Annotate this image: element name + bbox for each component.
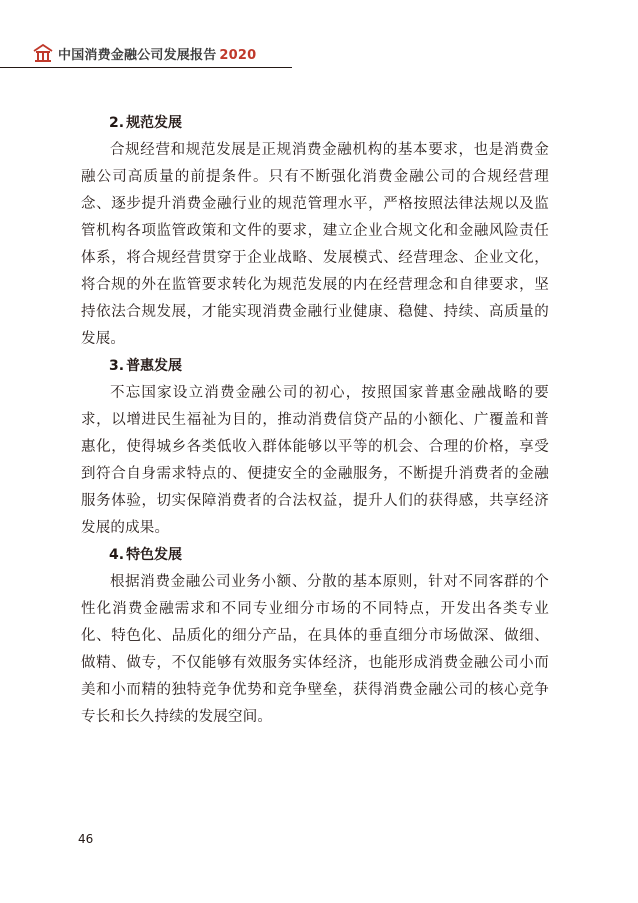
section-number: 3. xyxy=(109,358,125,374)
section-title: 特色发展 xyxy=(126,547,183,563)
report-year: 2020 xyxy=(219,47,257,63)
section-heading-specialized-development xyxy=(81,542,549,569)
section-number: 4. xyxy=(109,547,125,563)
section-number: 2. xyxy=(109,115,125,131)
section-title: 普惠发展 xyxy=(126,358,183,374)
paragraph-inclusive-development: 不忘国家设立消费金融公司的初心，按照国家普惠金融战略的要求，以增进民生福祉为目的，推动消费信贷产品的小额化、广覆盖和普惠化，使得城乡各类低收入群体能够以平等的机会、合理的价格，享受到符合自身需求特点的、便捷安全的金融服务，不断提升消费者的金融服务体验，切实保障消费者的合法权益，提升人们的获得感，共享经济发展的成果。 xyxy=(81,385,549,536)
seal-logo-icon xyxy=(32,42,54,64)
report-title xyxy=(58,44,256,63)
section-heading-inclusive-development xyxy=(81,353,549,380)
report-title-text: 中国消费金融公司发展报告 xyxy=(58,47,217,63)
page-number: 46 xyxy=(78,832,94,846)
paragraph-specialized-development: 根据消费金融公司业务小额、分散的基本原则，针对不同客群的个性化消费金融需求和不同专业细分市场的不同特点，开发出各类专业化、特色化、品质化的细分产品，在具体的垂直细分市场做深、做细、做精、做专，不仅能够有效服务实体经济，也能形成消费金融公司小而美和小而精的独特竞争优势和竞争壁垒，获得消费金融公司的核心竞争专长和长久持续的发展空间。 xyxy=(81,574,549,725)
header-divider xyxy=(0,67,292,68)
body-content xyxy=(81,110,549,731)
section-title: 规范发展 xyxy=(126,115,183,131)
running-header xyxy=(32,40,256,66)
paragraph-standard-development: 合规经营和规范发展是正规消费金融机构的基本要求，也是消费金融公司高质量的前提条件。只有不断强化消费金融公司的合规经营理念、逐步提升消费金融行业的规范管理水平，严格按照法律法规以及监管机构各项监管政策和文件的要求，建立企业合规文化和金融风险责任体系，将合规经营贯穿于企业战略、发展模式、经营理念、企业文化，将合规的外在监管要求转化为规范发展的内在经营理念和自律要求，坚持依法合规发展，才能实现消费金融行业健康、稳健、持续、高质量的发展。 xyxy=(81,142,549,347)
section-heading-standard-development xyxy=(81,110,549,137)
